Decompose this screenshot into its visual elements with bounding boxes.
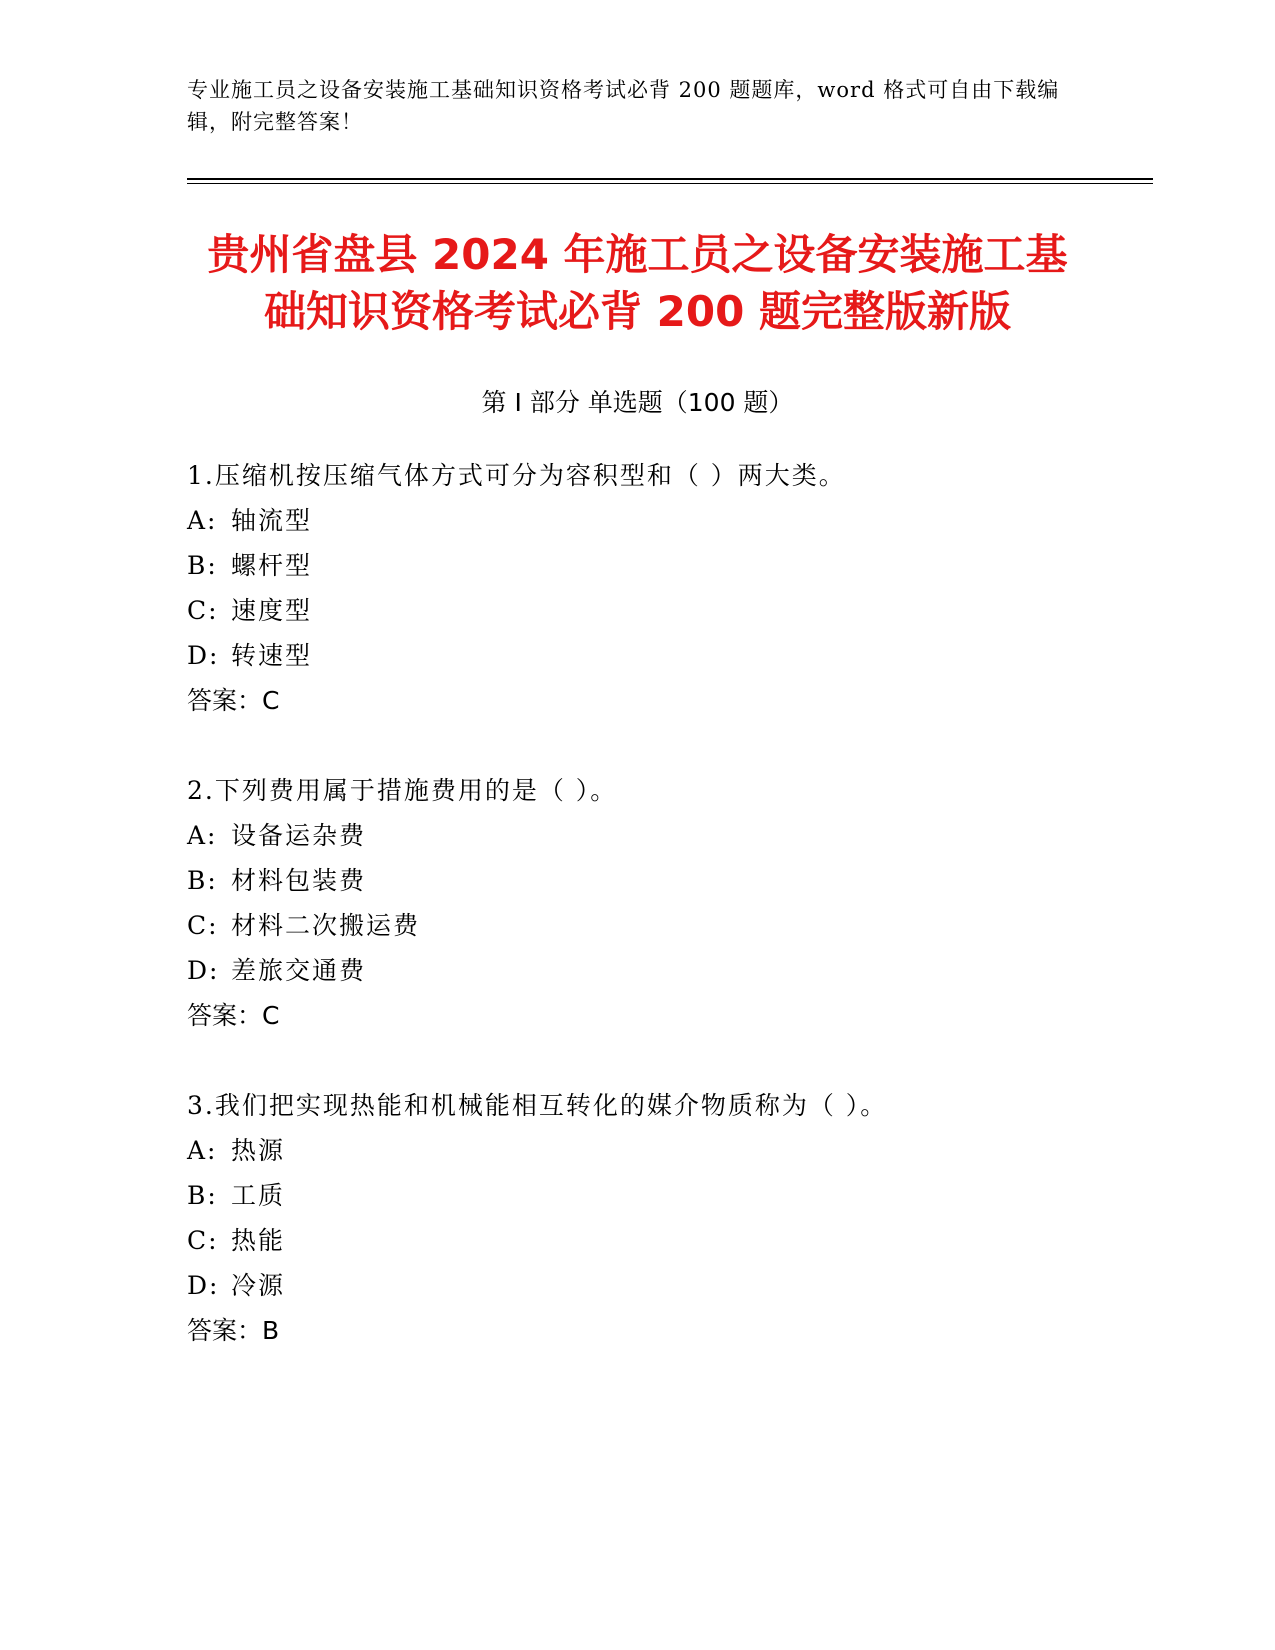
question-stem: 1.压缩机按压缩气体方式可分为容积型和（ ）两大类。 [187,461,846,490]
option-text: 热源 [231,1136,286,1165]
option-letter: A: [187,821,218,850]
question-2 [187,768,1087,1038]
option-c [187,588,1087,633]
option-b [187,858,1087,903]
option-text: 材料二次搬运费 [231,911,421,940]
option-b [187,1173,1087,1218]
option-a [187,498,1087,543]
option-text: 材料包装费 [231,866,367,895]
option-text: 螺杆型 [231,551,313,580]
option-letter: C: [187,911,219,940]
option-text: 冷源 [231,1271,286,1300]
question-3 [187,1083,1087,1353]
option-letter: D: [187,641,220,670]
option-c [187,903,1087,948]
option-d [187,948,1087,993]
question-1 [187,453,1087,723]
title-line-1: 贵州省盘县 2024 年施工员之设备安装施工基 [207,230,1068,279]
option-letter: D: [187,956,220,985]
option-text: 转速型 [231,641,313,670]
answer-line: 答案：C [187,686,280,715]
option-text: 轴流型 [231,506,313,535]
title-line-2: 础知识资格考试必背 200 题完整版新版 [264,287,1011,336]
option-letter: C: [187,596,219,625]
option-text: 热能 [231,1226,286,1255]
option-letter: B: [187,1181,218,1210]
option-letter: B: [187,551,218,580]
answer-line: 答案：B [187,1316,280,1345]
option-text: 设备运杂费 [231,821,367,850]
option-text: 工质 [231,1181,286,1210]
header-divider-thin [187,183,1153,184]
section-heading: 第 I 部分 单选题（100 题） [481,388,794,417]
option-a [187,1128,1087,1173]
option-letter: D: [187,1271,220,1300]
option-d [187,1263,1087,1308]
document-title [160,226,1115,340]
header-divider-thick [187,178,1153,180]
option-letter: A: [187,506,218,535]
question-stem: 2.下列费用属于措施费用的是（ ）。 [187,776,618,805]
option-a [187,813,1087,858]
option-d [187,633,1087,678]
option-text: 差旅交通费 [231,956,367,985]
option-letter: A: [187,1136,218,1165]
option-letter: B: [187,866,218,895]
header-note: 专业施工员之设备安装施工基础知识资格考试必背 200 题题库，word 格式可自由下载编辑，附完整答案！ [187,78,1060,134]
answer-line: 答案：C [187,1001,280,1030]
option-b [187,543,1087,588]
question-stem: 3.我们把实现热能和机械能相互转化的媒介物质称为（ ）。 [187,1091,888,1120]
option-letter: C: [187,1226,219,1255]
option-text: 速度型 [231,596,313,625]
option-c [187,1218,1087,1263]
